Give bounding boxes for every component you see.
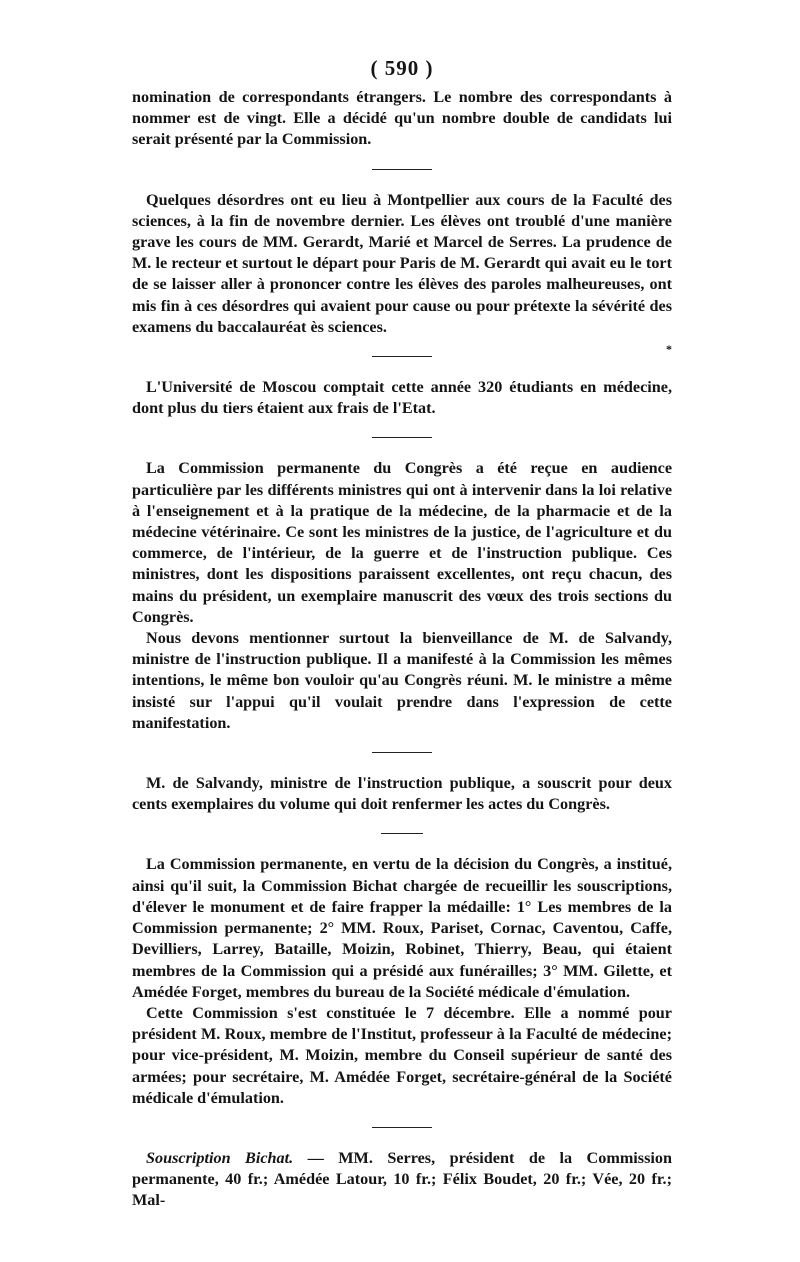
paragraph-text: — MM. Serres, président de la Commission permanente, 40 fr.; Amédée Latour, 10 fr.; Félix Boudet, 20 fr.; Vée, 20 fr.; Mal- <box>132 1148 672 1210</box>
document-page <box>132 56 672 1212</box>
paragraph: Cette Commission s'est constituée le 7 décembre. Elle a nommé pour président M. Roux, membre de l'Institut, professeur à la Faculté de médecine; pour vice-président, M. Moizin, membre du Conseil supérieur de santé des armées; pour secrétaire, M. Amédée Forget, secrétaire-général de la Société médicale d'émulation. <box>132 1003 672 1107</box>
divider-rule <box>372 752 432 753</box>
section-divider <box>132 752 672 753</box>
paragraph-lead: Souscription Bichat. <box>146 1148 294 1167</box>
paragraph: La Commission permanente du Congrès a été reçue en audience particulière par les différents ministres qui ont à intervenir dans la loi relative à l'enseignement et à la pratique de la médecine, de la pharmacie et de la médecine vétérinaire. Ce sont les ministres de la justice, de l'agriculture et du commerce, de l'intérieur, de la guerre et de l'instruction publique. Ces ministres, dont les dispositions paraissent excellentes, ont reçu chacun, des mains du président, un exemplaire manuscrit des vœux des trois sections du Congrès. <box>132 459 672 626</box>
divider-rule <box>372 1127 432 1128</box>
paragraph: M. de Salvandy, ministre de l'instruction publique, a souscrit pour deux cents exemplaires du volume qui doit renfermer les actes du Congrès. <box>132 774 672 814</box>
page-number: ( 590 ) <box>370 56 434 80</box>
section-divider <box>132 1127 672 1128</box>
section-divider <box>132 169 672 170</box>
paragraph: La Commission permanente, en vertu de la décision du Congrès, a institué, ainsi qu'il suit, la Commission Bichat chargée de recueillir les souscriptions, d'élever le monument et de faire frapper la médaille: 1° Les membres de la Commission permanente; 2° MM. Roux, Pariset, Cornac, Caventou, Caffe, Devilliers, Larrey, Bataille, Moizin, Robinet, Thierry, Beau, qui étaient membres de la Commission qui a présidé aux funérailles; 3° MM. Gilette, et Amédée Forget, membres du bureau de la Société médicale d'émulation. <box>132 855 672 1001</box>
section-divider <box>132 342 672 357</box>
section-divider <box>132 437 672 438</box>
page-body <box>132 87 672 1212</box>
paragraph: L'Université de Moscou comptait cette année 320 étudiants en médecine, dont plus du tiers étaient aux frais de l'Etat. <box>132 378 672 418</box>
margin-mark: * <box>666 342 672 357</box>
divider-rule <box>372 169 432 170</box>
section-divider <box>132 833 672 834</box>
divider-rule <box>372 356 432 357</box>
paragraph <box>132 1148 672 1212</box>
paragraph: Nous devons mentionner surtout la bienveillance de M. de Salvandy, ministre de l'instruction publique. Il a manifesté à la Commission les mêmes intentions, le même bon vouloir qu'au Congrès réuni. M. le ministre a même insisté sur l'appui qu'il voulait prendre dans l'expression de cette manifestation. <box>132 629 672 732</box>
divider-rule <box>381 833 423 834</box>
paragraph: nomination de correspondants étrangers. Le nombre des correspondants à nommer est de vingt. Elle a décidé qu'un nombre double de candidats lui serait présenté par la Commission. <box>132 88 672 149</box>
divider-rule <box>372 437 432 438</box>
paragraph: Quelques désordres ont eu lieu à Montpellier aux cours de la Faculté des sciences, à la fin de novembre dernier. Les élèves ont troublé d'une manière grave les cours de MM. Gerardt, Marié et Marcel de Serres. La prudence de M. le recteur et surtout le départ pour Paris de M. Gerardt qui avait eu le tort de se laisser aller à prononcer contre les élèves des paroles malheureuses, ont mis fin à ces désordres qui avaient pour cause ou pour prétexte la sévérité des examens du baccalauréat ès sciences. <box>132 190 672 336</box>
